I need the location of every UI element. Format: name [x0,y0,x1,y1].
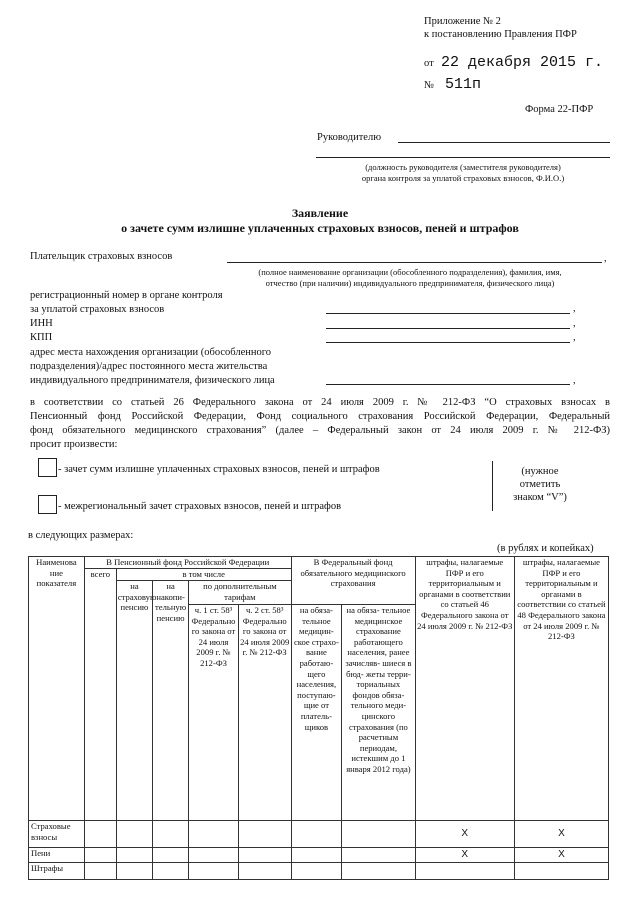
mark-note-2: отметить [519,479,561,490]
cell-input[interactable] [189,863,239,880]
table-row [29,848,609,863]
cell-input[interactable] [342,863,415,880]
header-indicator: Наименова ние показателя [29,557,85,821]
header-part-2: ч. 2 ст. 58³ Федерально го закона от 24 июля 2009 г. № 212-ФЗ [238,605,291,821]
body-line-4: просит произвести: [30,439,118,450]
addressee-label: Руководителю [317,132,382,143]
cell-mark[interactable] [514,863,608,880]
cell-input[interactable] [238,848,291,863]
header-fines-48: штрафы, налагаемые ПФР и его территориальным и органами в соответствии со статьей 48 Федерального закона от 24 июля 2009 г. № 212-ФЗ [514,557,608,821]
mark-note-3: знаком “V”) [513,492,567,503]
amounts-intro: в следующих размерах: [28,530,134,541]
cell-input[interactable] [153,821,189,848]
cell-input[interactable] [116,821,152,848]
inn-comma: , [573,318,576,329]
address-field[interactable] [326,384,570,385]
table-row [29,863,609,880]
header-including: в том числе [116,569,291,581]
payer-caption-2: отчество (при наличии) индивидуального предпринимателя, физического лица) [265,278,555,288]
document-date: 22 декабря 2015 г. [441,54,604,71]
reg-number-label-2: за уплатой страховых взносов [30,304,165,315]
cell-input[interactable] [116,848,152,863]
header-total: всего [84,569,116,821]
reg-comma: , [573,303,576,314]
appendix-label: Приложение № 2 [424,16,501,27]
addressee-caption-2: органа контроля за уплатой страховых взносов, Ф.И.О.) [361,173,565,183]
title-line-2: о зачете сумм излишне уплаченных страховых взносов, пеней и штрафов [121,221,519,235]
body-line-2: Пенсионный фонд Российской Федерации, Фонд социального страхования Российской Федерации, Федеральный [30,411,610,422]
cell-mark: Х [415,821,514,848]
cell-input[interactable] [291,863,342,880]
cell-mark: Х [514,821,608,848]
header-oms-previous: на обяза- тельное медицинское страхование работающего населения, ранее зачисляв- шиеся в бюд- жеты терри- ториальных фондов обяза- тельного меди- цинского страхования (по расчетным периодам, истекшим до 1 января 2012 года) [342,605,415,821]
address-label-3: индивидуального предпринимателя, физического лица [30,375,275,386]
cell-mark: Х [514,848,608,863]
reg-number-field[interactable] [326,313,570,314]
payer-caption-1: (полное наименование организации (обособленного подразделения), фамилия, имя, [258,267,562,277]
payer-comma: , [604,253,607,264]
form-name: Форма 22-ПФР [525,104,594,115]
reg-number-label-1: регистрационный номер в органе контроля [30,290,223,301]
kpp-comma: , [573,332,576,343]
cell-mark: Х [415,848,514,863]
header-funded-pension: на накопи- тельную пенсию [153,581,189,821]
document-number: 511п [445,76,482,93]
cell-input[interactable] [238,863,291,880]
cell-input[interactable] [189,848,239,863]
options-divider [492,461,493,511]
interregional-option-label: - межрегиональный зачет страховых взносов, пеней и штрафов [58,501,342,512]
header-oms-current: на обяза- тельное медицин- ское страхо- вание работаю- щего населения, поступаю- щие от платель- щиков [291,605,342,821]
header-additional-tariffs: по дополнительным тарифам [189,581,291,605]
cell-input[interactable] [342,848,415,863]
payer-name-field[interactable] [227,262,602,263]
amounts-table [28,556,609,880]
address-label-2: подразделения)/адрес постоянного места жительства [30,361,268,372]
cell-mark[interactable] [415,863,514,880]
inn-field[interactable] [326,328,570,329]
cell-input[interactable] [153,863,189,880]
resolution-label: к постановлению Правления ПФР [424,29,577,40]
cell-input[interactable] [342,821,415,848]
amounts-units: (в рублях и копейках) [497,543,594,554]
table-row [29,821,609,848]
row-label: Пени [29,848,85,863]
interregional-checkbox[interactable] [38,495,57,514]
cell-input[interactable] [84,848,116,863]
body-line-3: фонд обязательного медицинского страхования” (далее – Федеральный закон от 24 июля 2009 г. № 212-ФЗ) [30,425,610,436]
addressee-field-line[interactable] [398,142,610,143]
payer-label: Плательщик страховых взносов [30,251,173,262]
addressee-caption-1: (должность руководителя (заместителя руководителя) [365,162,561,172]
inn-label: ИНН [30,318,53,329]
header-pfr: В Пенсионный фонд Российской Федерации [84,557,291,569]
offset-checkbox[interactable] [38,458,57,477]
cell-input[interactable] [291,821,342,848]
kpp-label: КПП [30,332,53,343]
row-label: Страховые взносы [29,821,85,848]
mark-note-1: (нужное [521,466,559,477]
body-line-1: в соответствии со статьей 26 Федерального закона от 24 июля 2009 г. № 212-ФЗ “О страховых взносах в [30,397,610,408]
cell-input[interactable] [84,863,116,880]
addressee-field-line-2[interactable] [316,157,610,158]
row-label: Штрафы [29,863,85,880]
title-line-1: Заявление [291,206,349,220]
header-part-1: ч. 1 ст. 58³ Федерально го закона от 24 июля 2009 г. № 212-ФЗ [189,605,239,821]
cell-input[interactable] [116,863,152,880]
cell-input[interactable] [153,848,189,863]
number-prefix: № [424,80,435,91]
address-comma: , [573,375,576,386]
address-label-1: адрес места нахождения организации (обособленного [30,347,272,358]
cell-input[interactable] [238,821,291,848]
header-fines-46: штрафы, налагаемые ПФР и его территориальным и органами в соответствии со статьей 46 Федерального закона от 24 июля 2009 г. № 212-ФЗ [415,557,514,821]
offset-option-label: - зачет сумм излишне уплаченных страховых взносов, пеней и штрафов [58,464,380,475]
cell-input[interactable] [189,821,239,848]
date-prefix: от [424,58,434,69]
cell-input[interactable] [84,821,116,848]
header-insurance-pension: на страховую пенсию [116,581,152,821]
kpp-field[interactable] [326,342,570,343]
cell-input[interactable] [291,848,342,863]
header-ffoms: В Федеральный фонд обязательного медицинского страхования [291,557,415,605]
